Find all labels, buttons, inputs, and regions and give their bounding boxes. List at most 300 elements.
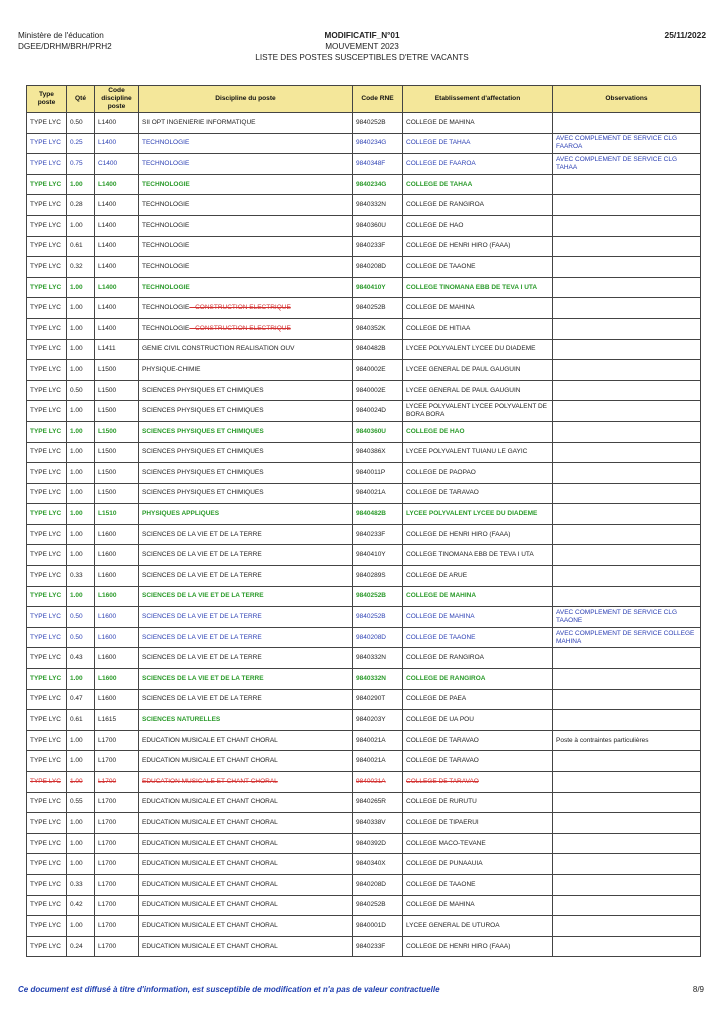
col-header-observations: Observations [553,86,701,113]
discipline-text: GENIE CIVIL CONSTRUCTION REALISATION OUV [142,345,295,353]
cell-rne: 9840360U [353,421,403,442]
cell-code: L1400 [95,174,139,195]
cell-qty: 0.50 [67,627,95,648]
cell-rne: 9840252B [353,607,403,628]
table-row [27,833,701,854]
cell-observations [553,174,701,195]
cell-rne: 9840289S [353,566,403,587]
cell-observations [553,277,701,298]
cell-code: L1500 [95,421,139,442]
cell-rne: 9840410Y [353,277,403,298]
cell-observations [553,833,701,854]
discipline-text: EDUCATION MUSICALE ET CHANT CHORAL [142,818,278,826]
discipline-text: SII OPT INGENIERIE INFORMATIQUE [142,118,256,126]
document-subtitle: MOUVEMENT 2023 [325,42,399,51]
discipline-text: TECHNOLOGIE [142,304,190,312]
col-header-type: Type poste [27,86,67,113]
discipline-text: TECHNOLOGIE [142,262,190,270]
cell-type: TYPE LYC [27,215,67,236]
cell-establishment: COLLEGE DE RANGIROA [403,195,553,216]
disclaimer-note: Ce document est diffusé à titre d'information, est susceptible de modification et n'a pas de valeur contractuelle [18,985,440,994]
cell-type: TYPE LYC [27,874,67,895]
cell-establishment: COLLEGE DE UA POU [403,710,553,731]
cell-type: TYPE LYC [27,298,67,319]
cell-type: TYPE LYC [27,524,67,545]
cell-establishment: LYCEE POLYVALENT LYCEE POLYVALENT DE BORA BORA [403,401,553,422]
cell-code: C1400 [95,154,139,175]
cell-qty: 0.55 [67,792,95,813]
cell-type: TYPE LYC [27,483,67,504]
document-heading: LISTE DES POSTES SUSCEPTIBLES D'ETRE VACANTS [255,53,469,62]
cell-rne: 9840021A [353,772,403,793]
cell-rne: 9840252B [353,895,403,916]
cell-qty: 0.42 [67,895,95,916]
col-header-discipline: Discipline du poste [139,86,353,113]
cell-qty: 1.00 [67,669,95,690]
cell-type: TYPE LYC [27,792,67,813]
cell-qty: 1.00 [67,772,95,793]
cell-code: L1600 [95,689,139,710]
cell-discipline [139,195,353,216]
cell-establishment: COLLEGE DE MAHINA [403,607,553,628]
table-row [27,586,701,607]
cell-type: TYPE LYC [27,586,67,607]
cell-observations: Poste à contraintes particulières [553,730,701,751]
cell-rne: 9840233F [353,236,403,257]
cell-qty: 1.00 [67,504,95,525]
cell-establishment: COLLEGE DE TAAONE [403,874,553,895]
cell-observations [553,236,701,257]
cell-qty: 1.00 [67,854,95,875]
struck-discipline-suffix: - CONSTRUCTION ELECTRIQUE [189,324,291,332]
cell-discipline [139,916,353,937]
cell-establishment: COLLEGE DE RANGIROA [403,669,553,690]
cell-observations: AVEC COMPLEMENT DE SERVICE CLG FAAROA [553,133,701,154]
cell-type: TYPE LYC [27,669,67,690]
cell-code: L1600 [95,545,139,566]
cell-type: TYPE LYC [27,154,67,175]
cell-discipline [139,895,353,916]
cell-type: TYPE LYC [27,813,67,834]
cell-code: L1600 [95,669,139,690]
cell-qty: 1.00 [67,916,95,937]
discipline-text: TECHNOLOGIE [142,139,190,147]
cell-rne: 9840233F [353,524,403,545]
cell-observations [553,360,701,381]
discipline-text: TECHNOLOGIE [142,324,190,332]
cell-establishment: COLLEGE DE TAHAA [403,133,553,154]
cell-discipline [139,236,353,257]
col-header-code: Code discipline poste [95,86,139,113]
cell-qty: 0.28 [67,195,95,216]
cell-code: L1500 [95,483,139,504]
cell-observations [553,504,701,525]
cell-discipline [139,854,353,875]
cell-discipline [139,463,353,484]
cell-discipline [139,174,353,195]
col-header-rne: Code RNE [353,86,403,113]
discipline-text: EDUCATION MUSICALE ET CHANT CHORAL [142,757,278,765]
table-header-row [27,86,701,113]
cell-qty: 0.32 [67,257,95,278]
cell-establishment: LYCEE POLYVALENT LYCEE DU DIADEME [403,339,553,360]
cell-qty: 1.00 [67,298,95,319]
cell-observations: AVEC COMPLEMENT DE SERVICE CLG TAHAA [553,154,701,175]
cell-type: TYPE LYC [27,854,67,875]
table-row [27,133,701,154]
cell-code: L1400 [95,113,139,134]
cell-code: L1600 [95,648,139,669]
discipline-text: EDUCATION MUSICALE ET CHANT CHORAL [142,860,278,868]
cell-observations [553,895,701,916]
cell-qty: 1.00 [67,277,95,298]
cell-rne: 9840482B [353,504,403,525]
vacancy-table [26,85,701,957]
cell-rne: 9840252B [353,586,403,607]
table-row [27,257,701,278]
cell-type: TYPE LYC [27,710,67,731]
discipline-text: SCIENCES PHYSIQUES ET CHIMIQUES [142,427,264,435]
table-row [27,401,701,422]
cell-code: L1700 [95,813,139,834]
cell-rne: 9840410Y [353,545,403,566]
cell-code: L1700 [95,730,139,751]
cell-type: TYPE LYC [27,442,67,463]
cell-rne: 9840208D [353,627,403,648]
cell-qty: 0.33 [67,874,95,895]
cell-establishment: COLLEGE DE HENRI HIRO (FAAA) [403,524,553,545]
cell-type: TYPE LYC [27,627,67,648]
cell-discipline [139,360,353,381]
cell-establishment: COLLEGE DE HAO [403,215,553,236]
cell-discipline [139,298,353,319]
cell-qty: 1.00 [67,586,95,607]
cell-discipline [139,442,353,463]
cell-qty: 1.00 [67,360,95,381]
discipline-text: EDUCATION MUSICALE ET CHANT CHORAL [142,839,278,847]
cell-discipline [139,154,353,175]
cell-code: L1400 [95,236,139,257]
table-row [27,360,701,381]
cell-code: L1600 [95,524,139,545]
cell-qty: 1.00 [67,421,95,442]
table-row [27,195,701,216]
cell-rne: 9840360U [353,215,403,236]
cell-code: L1700 [95,751,139,772]
cell-discipline [139,772,353,793]
table-row [27,772,701,793]
table-row [27,669,701,690]
cell-rne: 9840021A [353,483,403,504]
struck-discipline-suffix: - CONSTRUCTION ELECTRIQUE [189,304,291,312]
discipline-text: SCIENCES PHYSIQUES ET CHIMIQUES [142,386,264,394]
cell-discipline [139,545,353,566]
cell-code: L1500 [95,401,139,422]
table-row [27,174,701,195]
cell-establishment: LYCEE POLYVALENT LYCEE DU DIADEME [403,504,553,525]
cell-type: TYPE LYC [27,566,67,587]
table-row [27,566,701,587]
table-row [27,895,701,916]
cell-observations [553,545,701,566]
cell-code: L1400 [95,257,139,278]
discipline-text: SCIENCES DE LA VIE ET DE LA TERRE [142,695,262,703]
cell-observations [553,669,701,690]
cell-rne: 9840332N [353,648,403,669]
cell-establishment: COLLEGE DE PUNAAUIA [403,854,553,875]
cell-qty: 1.00 [67,483,95,504]
discipline-text: SCIENCES PHYSIQUES ET CHIMIQUES [142,489,264,497]
cell-code: L1700 [95,895,139,916]
cell-code: L1700 [95,772,139,793]
cell-rne: 9840001D [353,916,403,937]
cell-type: TYPE LYC [27,648,67,669]
cell-code: L1400 [95,133,139,154]
cell-qty: 1.00 [67,813,95,834]
cell-qty: 0.50 [67,113,95,134]
cell-discipline [139,710,353,731]
cell-establishment: COLLEGE DE TARAVAO [403,772,553,793]
cell-type: TYPE LYC [27,401,67,422]
cell-type: TYPE LYC [27,257,67,278]
cell-code: L1700 [95,854,139,875]
cell-type: TYPE LYC [27,318,67,339]
cell-discipline [139,689,353,710]
cell-qty: 1.00 [67,318,95,339]
discipline-text: SCIENCES DE LA VIE ET DE LA TERRE [142,654,262,662]
table-row [27,648,701,669]
cell-discipline [139,648,353,669]
cell-discipline [139,792,353,813]
cell-rne: 9840348F [353,154,403,175]
discipline-text: EDUCATION MUSICALE ET CHANT CHORAL [142,880,278,888]
cell-discipline [139,215,353,236]
cell-observations [553,874,701,895]
header-center [0,30,724,63]
cell-type: TYPE LYC [27,730,67,751]
cell-establishment: COLLEGE DE MAHINA [403,895,553,916]
discipline-text: SCIENCES DE LA VIE ET DE LA TERRE [142,613,262,621]
cell-type: TYPE LYC [27,339,67,360]
cell-code: L1615 [95,710,139,731]
cell-observations [553,792,701,813]
cell-qty: 1.00 [67,524,95,545]
cell-type: TYPE LYC [27,751,67,772]
cell-type: TYPE LYC [27,504,67,525]
cell-type: TYPE LYC [27,916,67,937]
cell-type: TYPE LYC [27,895,67,916]
cell-type: TYPE LYC [27,380,67,401]
table-row [27,916,701,937]
cell-code: L1400 [95,298,139,319]
cell-rne: 9840024D [353,401,403,422]
discipline-text: TECHNOLOGIE [142,221,190,229]
cell-code: L1600 [95,607,139,628]
cell-discipline [139,421,353,442]
cell-establishment: COLLEGE DE TARAVAO [403,751,553,772]
cell-discipline [139,936,353,957]
table-row [27,504,701,525]
cell-rne: 9840021A [353,751,403,772]
table-row [27,936,701,957]
cell-observations [553,463,701,484]
table-row [27,627,701,648]
cell-rne: 9840002E [353,360,403,381]
table-row [27,689,701,710]
cell-code: L1700 [95,792,139,813]
table-row [27,113,701,134]
discipline-text: TECHNOLOGIE [142,242,190,250]
cell-qty: 1.00 [67,545,95,566]
cell-qty: 0.61 [67,236,95,257]
discipline-text: SCIENCES PHYSIQUES ET CHIMIQUES [142,468,264,476]
cell-discipline [139,318,353,339]
cell-rne: 9840203Y [353,710,403,731]
cell-observations [553,215,701,236]
table-row [27,854,701,875]
cell-establishment: COLLEGE DE HENRI HIRO (FAAA) [403,236,553,257]
cell-discipline [139,401,353,422]
cell-qty: 0.50 [67,607,95,628]
table-row [27,380,701,401]
cell-establishment: COLLEGE DE HAO [403,421,553,442]
cell-establishment: COLLEGE DE TAAONE [403,627,553,648]
document-title: MODIFICATIF_N°01 [324,31,400,40]
cell-discipline [139,586,353,607]
table-row [27,442,701,463]
cell-discipline [139,339,353,360]
cell-type: TYPE LYC [27,689,67,710]
table-row [27,545,701,566]
cell-qty: 0.75 [67,154,95,175]
cell-code: L1600 [95,586,139,607]
cell-code: L1600 [95,627,139,648]
cell-qty: 1.00 [67,174,95,195]
cell-qty: 0.24 [67,936,95,957]
table-row [27,318,701,339]
cell-rne: 9840233F [353,936,403,957]
discipline-text: SCIENCES PHYSIQUES ET CHIMIQUES [142,448,264,456]
discipline-text: TECHNOLOGIE [142,159,190,167]
cell-discipline [139,133,353,154]
cell-code: L1500 [95,360,139,381]
cell-rne: 9840482B [353,339,403,360]
cell-type: TYPE LYC [27,195,67,216]
cell-observations [553,916,701,937]
cell-discipline [139,669,353,690]
table-row [27,874,701,895]
cell-type: TYPE LYC [27,236,67,257]
cell-observations [553,772,701,793]
cell-type: TYPE LYC [27,113,67,134]
table-row [27,483,701,504]
cell-observations [553,936,701,957]
cell-rne: 9840002E [353,380,403,401]
cell-rne: 9840352K [353,318,403,339]
cell-code: L1700 [95,833,139,854]
table-row [27,463,701,484]
table-row [27,298,701,319]
discipline-text: SCIENCES DE LA VIE ET DE LA TERRE [142,592,264,600]
cell-type: TYPE LYC [27,545,67,566]
cell-qty: 1.00 [67,463,95,484]
cell-qty: 0.61 [67,710,95,731]
cell-code: L1500 [95,380,139,401]
cell-discipline [139,607,353,628]
cell-observations [553,380,701,401]
cell-establishment: COLLEGE DE FAAROA [403,154,553,175]
cell-establishment: LYCEE GENERAL DE PAUL GAUGUIN [403,380,553,401]
cell-discipline [139,277,353,298]
cell-establishment: COLLEGE TINOMANA EBB DE TEVA I UTA [403,545,553,566]
discipline-text: EDUCATION MUSICALE ET CHANT CHORAL [142,901,278,909]
cell-code: L1510 [95,504,139,525]
cell-establishment: COLLEGE DE TARAVAO [403,730,553,751]
cell-establishment: COLLEGE DE TAHAA [403,174,553,195]
table-row [27,730,701,751]
discipline-text: SCIENCES DE LA VIE ET DE LA TERRE [142,674,264,682]
table-row [27,421,701,442]
cell-code: L1700 [95,916,139,937]
cell-qty: 1.00 [67,215,95,236]
cell-qty: 0.50 [67,380,95,401]
ministry-name: Ministère de l'éducation [18,31,104,40]
cell-establishment: COLLEGE DE TARAVAO [403,483,553,504]
cell-establishment: COLLEGE DE PAEA [403,689,553,710]
cell-code: L1500 [95,463,139,484]
cell-discipline [139,380,353,401]
cell-discipline [139,524,353,545]
cell-observations [553,442,701,463]
cell-rne: 9840265R [353,792,403,813]
cell-establishment: COLLEGE MACO-TEVANE [403,833,553,854]
discipline-text: PHYSIQUE-CHIMIE [142,365,201,373]
cell-establishment: LYCEE GENERAL DE UTUROA [403,916,553,937]
cell-observations [553,318,701,339]
cell-establishment: COLLEGE DE HITIAA [403,318,553,339]
cell-rne: 9840252B [353,113,403,134]
discipline-text: EDUCATION MUSICALE ET CHANT CHORAL [142,798,278,806]
cell-discipline [139,730,353,751]
cell-code: L1700 [95,936,139,957]
cell-qty: 1.00 [67,730,95,751]
discipline-text: TECHNOLOGIE [142,201,190,209]
cell-observations [553,257,701,278]
cell-qty: 1.00 [67,833,95,854]
cell-observations [553,421,701,442]
cell-observations [553,298,701,319]
cell-rne: 9840208D [353,257,403,278]
cell-establishment: COLLEGE DE RURUTU [403,792,553,813]
cell-observations [553,401,701,422]
cell-observations [553,710,701,731]
cell-discipline [139,813,353,834]
discipline-text: SCIENCES DE LA VIE ET DE LA TERRE [142,633,262,641]
discipline-text: EDUCATION MUSICALE ET CHANT CHORAL [142,777,278,785]
discipline-text: SCIENCES NATURELLES [142,716,221,724]
cell-rne: 9840234G [353,133,403,154]
cell-discipline [139,874,353,895]
cell-establishment: COLLEGE DE TIPAERUI [403,813,553,834]
document-date: 25/11/2022 [664,30,706,40]
discipline-text: TECHNOLOGIE [142,283,190,291]
cell-code: L1700 [95,874,139,895]
cell-code: L1400 [95,215,139,236]
cell-observations [553,689,701,710]
cell-rne: 9840340X [353,854,403,875]
cell-rne: 9840332N [353,195,403,216]
cell-establishment: LYCEE POLYVALENT TUIANU LE GAYIC [403,442,553,463]
